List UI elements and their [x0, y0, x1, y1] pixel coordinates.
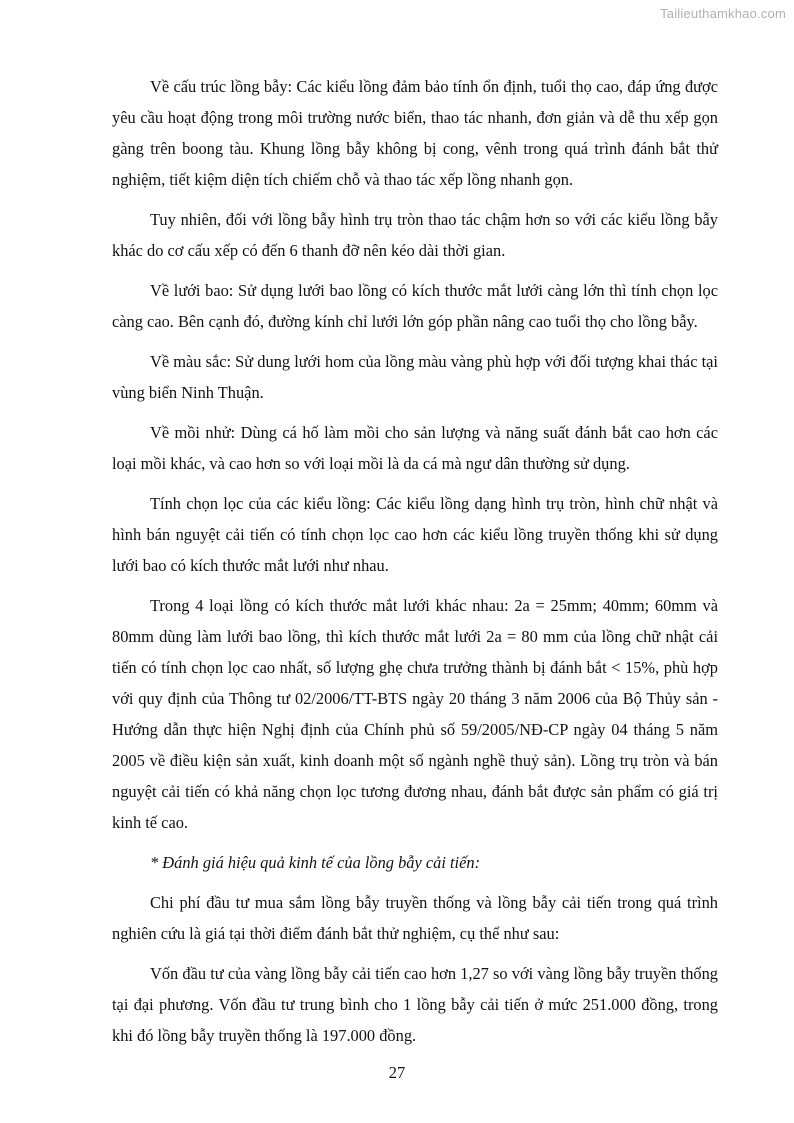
paragraph-color: Về màu sắc: Sử dung lưới hom của lồng màu vàng phù hợp với đối tượng khai thác tại vùng biển Ninh Thuận.	[112, 352, 718, 402]
paragraph-investment-cost: Chi phí đầu tư mua sắm lồng bẫy truyền thống và lồng bẫy cải tiến trong quá trình nghiên cứu là giá tại thời điểm đánh bắt thử nghiệm, cụ thể như sau:	[112, 893, 718, 943]
paragraph-selectivity: Tính chọn lọc của các kiểu lồng: Các kiểu lồng dạng hình trụ tròn, hình chữ nhật và hình bán nguyệt cải tiến có tính chọn lọc cao hơn các kiểu lồng truyền thống khi sử dụng lưới bao có kích thước mắt lưới như nhau.	[112, 494, 718, 575]
paragraph-capital-comparison: Vốn đầu tư của vàng lồng bẫy cải tiến cao hơn 1,27 so với vàng lồng bẫy truyền thống tại đại phương. Vốn đầu tư trung bình cho 1 lồng bẫy cải tiến ở mức 251.000 đồng, trong khi đó lồng bẫy truyền thống là 197.000 đồng.	[112, 964, 718, 1045]
document-body	[112, 71, 718, 1060]
paragraph-mesh-size: Trong 4 loại lồng có kích thước mắt lưới khác nhau: 2a = 25mm; 40mm; 60mm và 80mm dùng làm lưới bao lồng, thì kích thước mắt lưới 2a = 80 mm của lồng chữ nhật cải tiến có tính chọn lọc cao nhất, số lượng ghẹ chưa trưởng thành bị đánh bắt < 15%, phù hợp với quy định của Thông tư 02/2006/TT-BTS ngày 20 tháng 3 năm 2006 của Bộ Thủy sản - Hướng dẫn thực hiện Nghị định của Chính phủ số 59/2005/NĐ-CP ngày 04 tháng 5 năm 2005 về điều kiện sản xuất, kinh doanh một số ngành nghề thuỷ sản). Lồng trụ tròn và bán nguyệt cải tiến có khả năng chọn lọc tương đương nhau, đánh bắt được sản phẩm có giá trị kinh tế cao.	[112, 596, 718, 832]
paragraph-bait: Về mồi nhử: Dùng cá hố làm mồi cho sản lượng và năng suất đánh bắt cao hơn các loại mồi khác, và cao hơn so với loại mồi là da cá mà ngư dân thường sử dụng.	[112, 423, 718, 473]
paragraph-cylindrical-cage: Tuy nhiên, đối với lồng bẫy hình trụ tròn thao tác chậm hơn so với các kiểu lồng bẫy khác do cơ cấu xếp có đến 6 thanh đỡ nên kéo dài thời gian.	[112, 210, 718, 260]
paragraph-cage-structure: Về cấu trúc lồng bẫy: Các kiểu lồng đảm bảo tính ổn định, tuổi thọ cao, đáp ứng được yêu cầu hoạt động trong môi trường nước biển, thao tác nhanh, đơn giản và dễ thu xếp gọn gàng trên boong tàu. Khung lồng bẫy không bị cong, vênh trong quá trình đánh bắt thử nghiệm, tiết kiệm diện tích chiếm chỗ và thao tác xếp lồng nhanh gọn.	[112, 77, 718, 189]
paragraph-net-cover: Về lưới bao: Sử dụng lưới bao lồng có kích thước mắt lưới càng lớn thì tính chọn lọc càng cao. Bên cạnh đó, đường kính chỉ lưới lớn góp phần nâng cao tuổi thọ cho lồng bẫy.	[112, 281, 718, 331]
section-heading-economic-evaluation: * Đánh giá hiệu quả kinh tế của lồng bẫy cải tiến:	[150, 853, 481, 872]
watermark: Tailieuthamkhao.com	[660, 6, 786, 21]
page-number: 27	[388, 1063, 406, 1082]
